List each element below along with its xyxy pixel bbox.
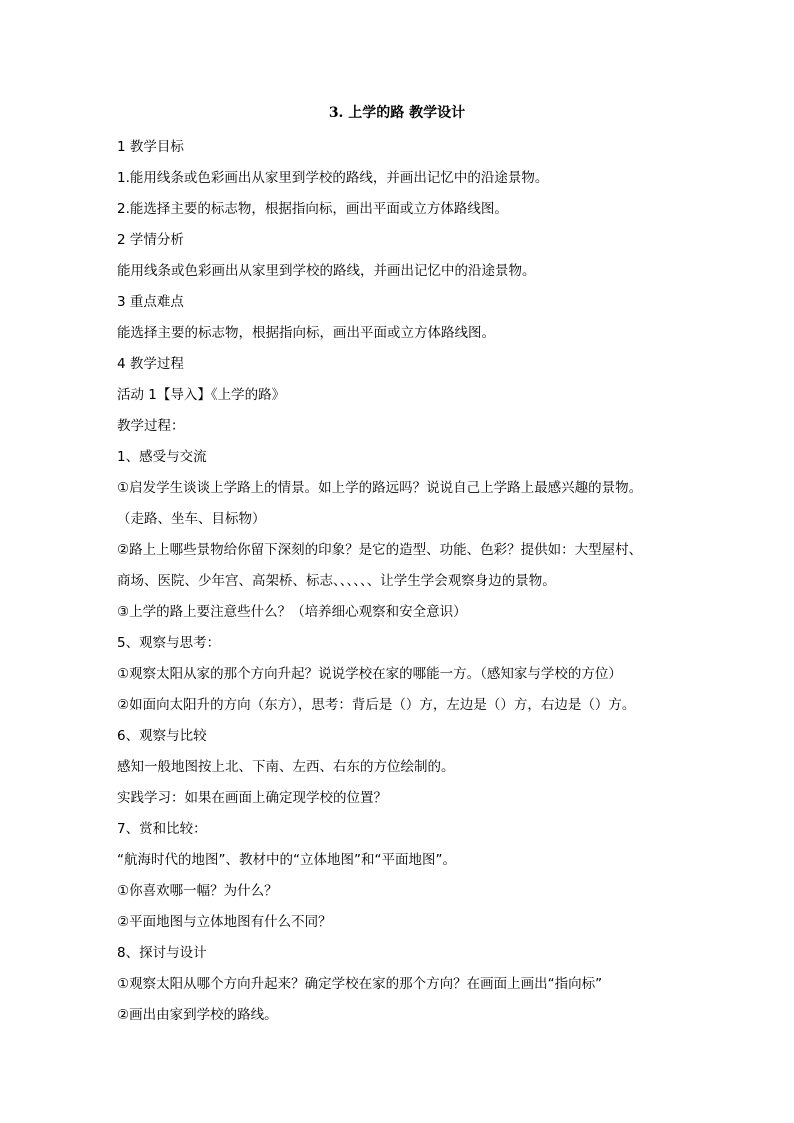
step-heading-7: 7、赏和比较：	[117, 821, 207, 837]
activity-heading: 活动 1【导入】《上学的路》	[117, 387, 286, 403]
step-item: 感知一般地图按上北、下南、左西、右东的方位绘制的。	[117, 759, 455, 775]
step-item: （走路、坐车、目标物）	[117, 511, 266, 527]
step-item: ①启发学生谈谈上学路上的情景。如上学的路远吗？说说自己上学路上最感兴趣的景物。	[117, 480, 643, 496]
objective-item-1: 1.能用线条或色彩画出从家里到学校的路线，并画出记忆中的沿途景物。	[117, 170, 549, 186]
step-heading-6: 6、观察与比较	[117, 728, 207, 744]
step-item: 实践学习：如果在画面上确定现学校的位置？	[117, 790, 387, 806]
objective-item-2: 2.能选择主要的标志物，根据指向标，画出平面或立方体路线图。	[117, 201, 508, 217]
section-heading-objectives: 1 教学目标	[117, 139, 184, 155]
step-item: ②如面向太阳升的方向（东方），思考：背后是（）方，左边是（）方，右边是（）方。	[117, 697, 636, 713]
step-item: ②路上上哪些景物给你留下深刻的印象？是它的造型、功能、色彩？提供如：大型屋村、	[117, 542, 643, 558]
step-heading-1: 1、感受与交流	[117, 449, 207, 465]
step-item: 商场、医院、少年宫、高架桥、标志、、、、、、让学生学会观察身边的景物。	[117, 573, 556, 589]
section-heading-process: 4 教学过程	[117, 356, 184, 372]
step-heading-8: 8、探讨与设计	[117, 945, 207, 961]
step-item: ①观察太阳从哪个方向升起来？确定学校在家的那个方向？在画面上画出“指向标”	[117, 976, 603, 992]
step-item: ③上学的路上要注意些什么？（培养细心观察和安全意识）	[117, 604, 467, 620]
step-item: ②画出由家到学校的路线。	[117, 1007, 278, 1023]
document-title: 3. 上学的路 教学设计	[328, 105, 466, 121]
document-body	[117, 132, 717, 1031]
section-heading-learner-analysis: 2 学情分析	[117, 232, 184, 248]
step-item: ①你喜欢哪一幅？为什么？	[117, 883, 278, 899]
key-points-text: 能选择主要的标志物，根据指向标，画出平面或立方体路线图。	[117, 325, 495, 341]
step-item: “航海时代的地图”、教材中的“立体地图”和“平面地图”。	[117, 852, 456, 868]
learner-analysis-text: 能用线条或色彩画出从家里到学校的路线，并画出记忆中的沿途景物。	[117, 263, 536, 279]
step-item: ①观察太阳从家的那个方向升起？说说学校在家的哪能一方。（感知家与学校的方位）	[117, 666, 622, 682]
step-heading-5: 5、观察与思考：	[117, 635, 221, 651]
step-item: ②平面地图与立体地图有什么不同？	[117, 914, 332, 930]
process-label: 教学过程：	[117, 418, 185, 434]
section-heading-key-points: 3 重点难点	[117, 294, 184, 310]
